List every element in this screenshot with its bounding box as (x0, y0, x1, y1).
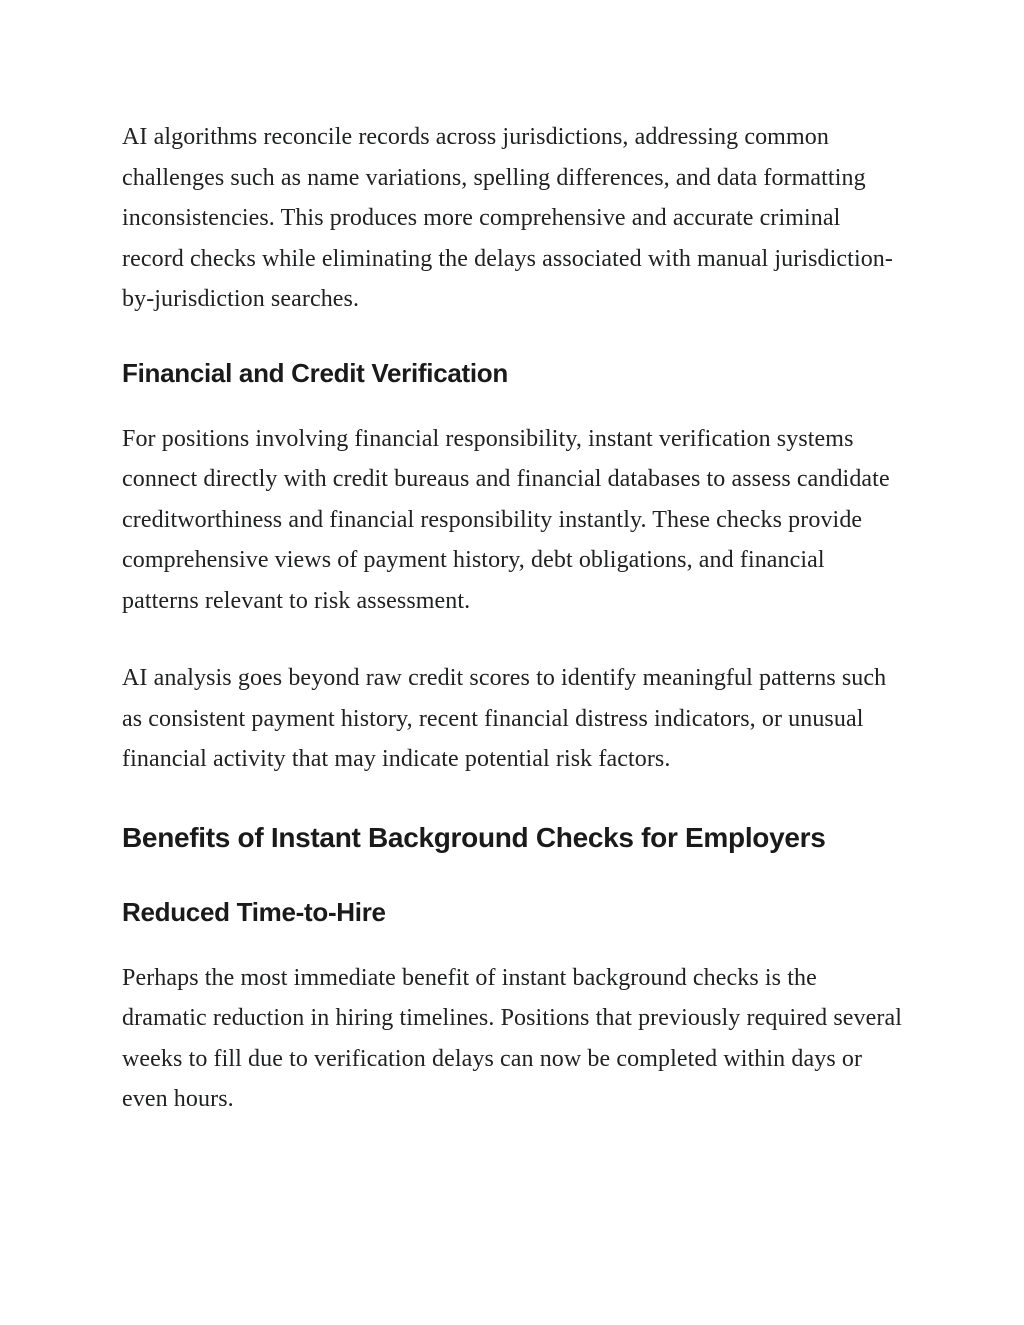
paragraph-jurisdictions: AI algorithms reconcile records across jurisdictions, addressing common challenges such as name variations, spelling differences, and data formatting inconsistencies. This produces more comprehensive and accurate criminal record checks while eliminating the delays associated with manual jurisdiction-by-jurisdiction searches. (122, 124, 894, 312)
heading-reduced-time-to-hire: Reduced Time-to-Hire (122, 896, 386, 927)
heading-benefits-instant-background-checks: Benefits of Instant Background Checks for Employers (122, 821, 826, 853)
paragraph-ai-analysis: AI analysis goes beyond raw credit scores to identify meaningful patterns such as consistent payment history, recent financial distress indicators, or unusual financial activity that may indicate potential risk factors. (122, 665, 887, 772)
heading-financial-credit-verification: Financial and Credit Verification (122, 357, 508, 388)
paragraph-reduced-time-to-hire: Perhaps the most immediate benefit of instant background checks is the dramatic reduction in hiring timelines. Positions that previously required several weeks to fill due to verification delays can now be completed within days or even hours. (122, 964, 903, 1112)
paragraph-financial-verification: For positions involving financial responsibility, instant verification systems connect directly with credit bureaus and financial databases to assess candidate creditworthiness and financial responsibility instantly. These checks provide comprehensive views of payment history, debt obligations, and financial patterns relevant to risk assessment. (122, 425, 890, 614)
document-content (122, 0, 906, 1120)
